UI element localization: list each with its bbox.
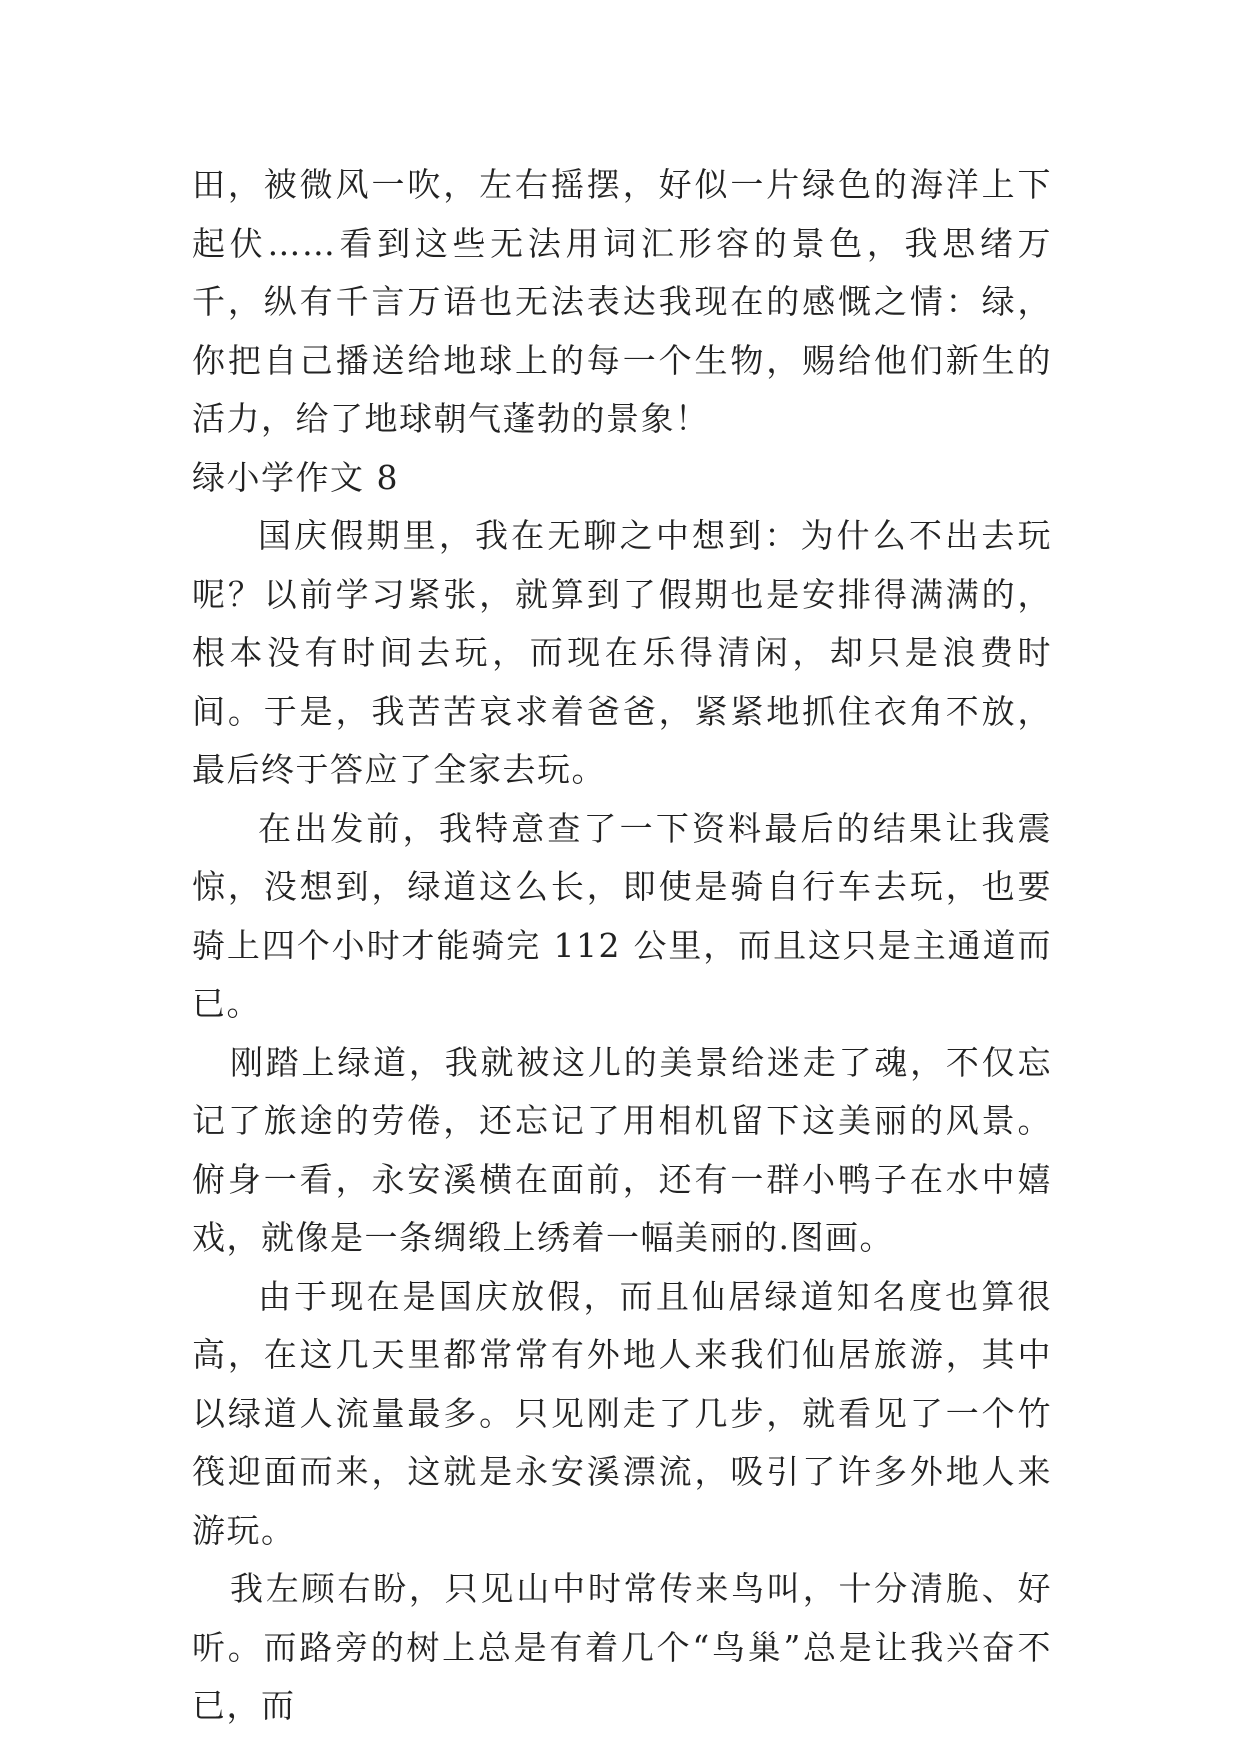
paragraph-5: 我左顾右盼，只见山中时常传来鸟叫，十分清脆、好听。而路旁的树上总是有着几个“鸟巢”总是让我兴奋不已，而 bbox=[192, 1569, 1052, 1725]
section-title: 绿小学作文 8 bbox=[192, 457, 399, 497]
paragraph-3: 刚踏上绿道，我就被这儿的美景给迷走了魂，不仅忘记了旅途的劳倦，还忘记了用相机留下这美丽的风景。俯身一看，永安溪横在面前，还有一群小鸭子在水中嬉戏，就像是一条绸缎上绣着一幅美丽的.图画。 bbox=[192, 1042, 1052, 1257]
paragraph-1: 国庆假期里，我在无聊之中想到：为什么不出去玩呢？以前学习紧张，就算到了假期也是安排得满满的，根本没有时间去玩，而现在乐得清闲，却只是浪费时间。于是，我苦苦哀求着爸爸，紧紧地抓住衣角不放，最后终于答应了全家去玩。 bbox=[192, 516, 1052, 789]
document-page bbox=[192, 156, 1052, 1736]
intro-paragraph: 田，被微风一吹，左右摇摆，好似一片绿色的海洋上下起伏……看到这些无法用词汇形容的景色，我思绪万千，纵有千言万语也无法表达我现在的感慨之情：绿，你把自己播送给地球上的每一个生物，赐给他们新生的活力，给了地球朝气蓬勃的景象！ bbox=[192, 165, 1052, 438]
paragraph-4: 由于现在是国庆放假，而且仙居绿道知名度也算很高，在这几天里都常常有外地人来我们仙居旅游，其中以绿道人流量最多。只见刚走了几步，就看见了一个竹筏迎面而来，这就是永安溪漂流，吸引了许多外地人来游玩。 bbox=[192, 1276, 1052, 1550]
paragraph-2: 在出发前，我特意查了一下资料最后的结果让我震惊，没想到，绿道这么长，即使是骑自行车去玩，也要骑上四个小时才能骑完 112 公里，而且这只是主通道而已。 bbox=[192, 808, 1052, 1023]
